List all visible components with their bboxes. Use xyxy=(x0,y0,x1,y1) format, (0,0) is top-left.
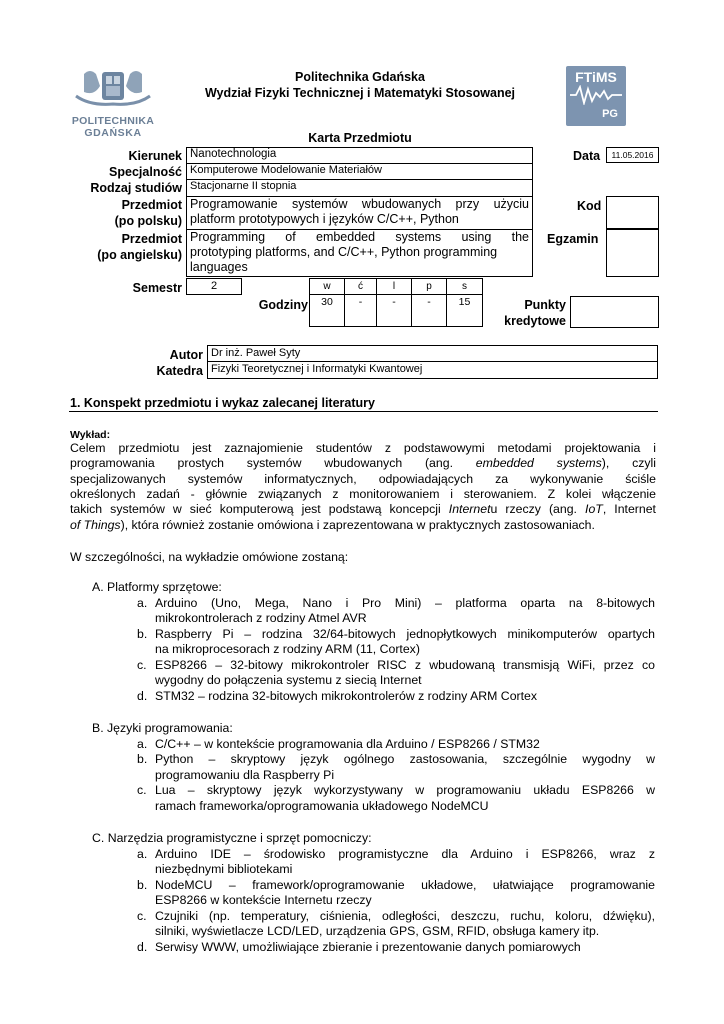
hours-value-1: - xyxy=(344,294,377,327)
autor-label: Autor xyxy=(169,348,203,362)
list-item: Raspberry Pi – rodzina 32/64-bitowych jednopłytkowych minikomputerów opartych xyxy=(155,626,655,641)
przedmiot-en-line-3: languages xyxy=(190,260,248,274)
pg-crest-icon xyxy=(70,66,156,110)
list-item: ESP8266 – 32-bitowy mikrokontroler RISC z wbudowaną transmisją WiFi, przez co xyxy=(155,657,655,672)
list-title-a: A. Platformy sprzętowe: xyxy=(92,580,222,594)
list-item-continuation: ESP8266 w kontekście Internetu rzeczy xyxy=(155,893,372,907)
pg-logo-line1: POLITECHNIKA xyxy=(71,115,155,127)
godziny-label: Godziny xyxy=(258,298,308,312)
list-item: Arduino (Uno, Mega, Nano i Pro Mini) – platforma oparta na 8-bitowych xyxy=(155,595,655,610)
egzamin-label: Egzamin xyxy=(547,232,599,246)
list-item-marker: b. xyxy=(137,626,148,641)
data-label: Data xyxy=(573,149,601,163)
list-item-continuation: programowaniu dla Raspberry Pi xyxy=(155,767,335,782)
semestr-value: 2 xyxy=(186,278,242,295)
kod-box xyxy=(606,196,659,229)
list-item: Python – skryptowy język ogólnego zastosowania, szczególnie wygodny w xyxy=(155,752,655,766)
university-name: Politechnika Gdańska xyxy=(295,70,425,84)
kierunek-label: Kierunek xyxy=(128,149,182,163)
przedmiot-pl-line-1: Programowanie systemów wbudowanych przy użyciu xyxy=(190,197,529,211)
autor-value: Dr inż. Paweł Syty xyxy=(207,345,658,362)
section-rule xyxy=(69,411,658,412)
list-title-c: C. Narzędzia programistyczne i sprzęt pomocniczy: xyxy=(92,831,372,845)
semestr-label: Semestr xyxy=(132,281,182,295)
przedmiot-en-line-2: prototyping platforms, and C/C++, Python programming xyxy=(190,245,498,259)
przedmiot-pl-label-1: Przedmiot xyxy=(121,198,182,212)
list-item-marker: d. xyxy=(137,688,148,703)
section-heading: 1. Konspekt przedmiotu i wykaz zalecanej literatury xyxy=(70,396,375,410)
list-item: Czujniki (np. temperatury, ciśnienia, odległości, deszczu, ruchu, koloru, dźwięku), xyxy=(155,908,655,923)
list-item-continuation: ramach frameworka/oprogramowania układowego NodeMCU xyxy=(155,798,489,813)
list-item-marker: a. xyxy=(137,736,148,751)
punkty-box xyxy=(570,296,659,328)
list-item-marker: b. xyxy=(137,877,148,892)
ftims-logo-top: FTiMS xyxy=(575,69,617,85)
punkty-label-1: Punkty xyxy=(524,298,566,312)
list-item: Arduino IDE – środowisko programistyczne dla Arduino i ESP8266, wraz z xyxy=(155,846,655,861)
list-item-continuation: niezbędnymi bibliotekami xyxy=(155,862,293,876)
przedmiot-pl-value xyxy=(186,196,533,230)
ftims-logo-bottom: PG xyxy=(602,108,618,120)
hours-header-4: s xyxy=(446,278,483,295)
przedmiot-en-value xyxy=(186,229,533,277)
rodzaj-label: Rodzaj studiów xyxy=(90,181,182,195)
przedmiot-en-label-1: Przedmiot xyxy=(121,232,182,246)
hours-header-0: w xyxy=(309,278,345,295)
list-item-continuation: mikrokontrolerach z rodziny Atmel AVR xyxy=(155,611,367,625)
przedmiot-pl-line-2: platform prototypowych i języków C/C++, Python xyxy=(190,212,459,226)
hours-header-1: ć xyxy=(344,278,377,295)
list-item-marker: d. xyxy=(137,939,148,954)
hours-header-2: l xyxy=(376,278,412,295)
kierunek-value: Nanotechnologia xyxy=(186,147,533,164)
faculty-name: Wydział Fizyki Technicznej i Matematyki Stosowanej xyxy=(204,86,516,100)
intro-line: określonych zadań - głównie związanych z monitorowaniem i sterowaniem. Z kolei włączenie xyxy=(70,486,656,501)
intro-line: takich systemów w sieć komputerową jest podstawą koncepcji Internetu rzeczy (ang. IoT, Internet xyxy=(70,502,656,517)
list-item-continuation: na mikroprocesorach z rodziny ARM (11, Cortex) xyxy=(155,642,420,656)
list-item-marker: c. xyxy=(137,657,147,672)
przedmiot-en-label-2: (po angielsku) xyxy=(97,248,182,262)
przedmiot-pl-label-2: (po polsku) xyxy=(114,214,182,228)
list-item-continuation: wygodny do połączenia systemu z siecią Internet xyxy=(155,673,422,687)
intro-line: specjalizowanych systemów informatycznych, odpowiadających za wykonywanie ściśle xyxy=(70,471,656,486)
kod-label: Kod xyxy=(577,199,602,213)
hours-value-4: 15 xyxy=(446,294,483,327)
waveform-icon xyxy=(566,85,626,105)
intro-line: Celem przedmiotu jest zaznajomienie studentów z podstawowymi metodami projektowania i xyxy=(70,441,656,455)
rodzaj-value: Stacjonarne II stopnia xyxy=(186,179,533,197)
hours-value-0: 30 xyxy=(309,294,345,327)
list-item: C/C++ – w kontekście programowania dla Arduino / ESP8266 / STM32 xyxy=(155,736,540,751)
wyklad-label: Wykład: xyxy=(70,429,111,441)
hours-value-2: - xyxy=(376,294,412,327)
list-item: NodeMCU – framework/oprogramowanie układowe, ułatwiające programowanie xyxy=(155,877,655,892)
form-title: Karta Przedmiotu xyxy=(308,131,412,145)
specjalnosc-value: Komputerowe Modelowanie Materiałów xyxy=(186,163,533,180)
pg-logo xyxy=(70,66,156,139)
list-item-marker: c. xyxy=(137,783,147,797)
list-item: STM32 – rodzina 32-bitowych mikrokontrolerów z rodziny ARM Cortex xyxy=(155,688,538,703)
lead-text: W szczególności, na wykładzie omówione zostaną: xyxy=(70,550,349,564)
data-value: 11.05.2016 xyxy=(606,147,659,163)
list-item-marker: c. xyxy=(137,908,147,923)
katedra-value: Fizyki Teoretycznej i Informatyki Kwantowej xyxy=(207,361,658,379)
katedra-label: Katedra xyxy=(156,364,203,378)
egzamin-box xyxy=(606,229,659,277)
przedmiot-en-line-1: Programming of embedded systems using the xyxy=(190,230,529,244)
list-item: Lua – skryptowy język wykorzystywany w programowaniu układu ESP8266 w xyxy=(155,783,655,797)
intro-line: of Things), która również zostanie omówiona i zaprezentowana w praktycznych zastosowaniach. xyxy=(70,517,595,532)
hours-header-3: p xyxy=(411,278,447,295)
list-item-continuation: silniki, wyświetlacze LCD/LED, urządzenia GPS, GSM, RFID, obsługa kamery itp. xyxy=(155,924,600,938)
ftims-logo xyxy=(566,66,626,126)
list-item-marker: b. xyxy=(137,752,148,766)
list-title-b: B. Języki programowania: xyxy=(92,721,233,735)
intro-line: programowania prostych systemów wbudowanych (ang. embedded systems), czyli xyxy=(70,456,656,471)
hours-value-3: - xyxy=(411,294,447,327)
list-item-marker: a. xyxy=(137,595,148,610)
list-item-marker: a. xyxy=(137,846,148,861)
specjalnosc-label: Specjalność xyxy=(109,165,182,179)
list-item: Serwisy WWW, umożliwiające zbieranie i prezentowanie danych pomiarowych xyxy=(155,939,581,954)
pg-logo-line2: GDAŃSKA xyxy=(84,127,142,139)
punkty-label-2: kredytowe xyxy=(504,314,566,328)
